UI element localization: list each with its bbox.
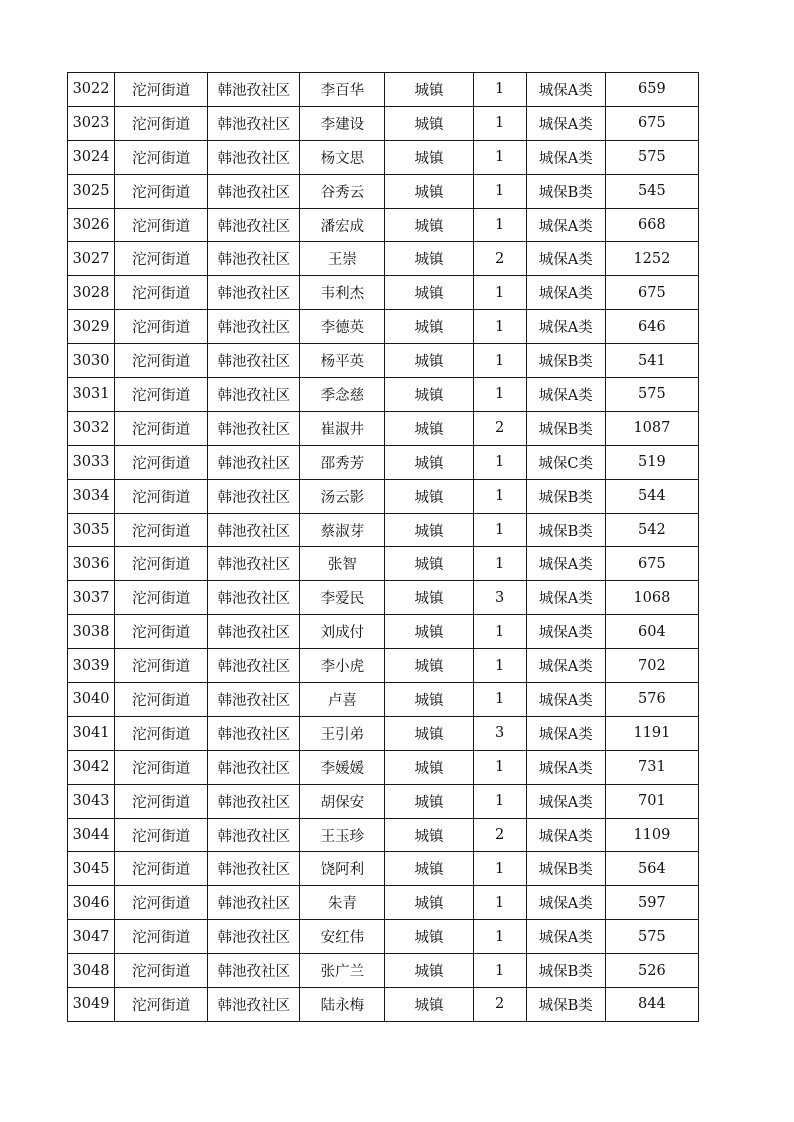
street-cell: 沱河街道 xyxy=(115,716,208,750)
category-cell: 城保A类 xyxy=(526,750,605,784)
amount-cell: 1087 xyxy=(605,411,698,445)
resident-name-cell: 李媛媛 xyxy=(300,750,385,784)
category-cell: 城保A类 xyxy=(526,716,605,750)
amount-cell: 1252 xyxy=(605,242,698,276)
household-count-cell: 2 xyxy=(473,411,526,445)
resident-name-cell: 邵秀芳 xyxy=(300,445,385,479)
roster-sheet xyxy=(67,72,699,1022)
category-cell: 城保B类 xyxy=(526,852,605,886)
row-number-cell: 3030 xyxy=(68,344,115,378)
community-cell: 韩池孜社区 xyxy=(208,750,300,784)
resident-name-cell: 王崇 xyxy=(300,242,385,276)
category-cell: 城保B类 xyxy=(526,513,605,547)
row-number-cell: 3036 xyxy=(68,547,115,581)
resident-name-cell: 刘成付 xyxy=(300,615,385,649)
category-cell: 城保A类 xyxy=(526,208,605,242)
table-row xyxy=(68,310,699,344)
household-count-cell: 2 xyxy=(473,242,526,276)
table-row xyxy=(68,547,699,581)
category-cell: 城保A类 xyxy=(526,310,605,344)
community-cell: 韩池孜社区 xyxy=(208,479,300,513)
household-count-cell: 1 xyxy=(473,886,526,920)
amount-cell: 541 xyxy=(605,344,698,378)
community-cell: 韩池孜社区 xyxy=(208,784,300,818)
area-type-cell: 城镇 xyxy=(385,920,473,954)
household-count-cell: 1 xyxy=(473,784,526,818)
resident-name-cell: 蔡淑芽 xyxy=(300,513,385,547)
category-cell: 城保A类 xyxy=(526,784,605,818)
category-cell: 城保B类 xyxy=(526,344,605,378)
amount-cell: 576 xyxy=(605,683,698,717)
resident-name-cell: 潘宏成 xyxy=(300,208,385,242)
household-count-cell: 1 xyxy=(473,174,526,208)
community-cell: 韩池孜社区 xyxy=(208,954,300,988)
row-number-cell: 3044 xyxy=(68,818,115,852)
category-cell: 城保A类 xyxy=(526,73,605,107)
category-cell: 城保A类 xyxy=(526,818,605,852)
community-cell: 韩池孜社区 xyxy=(208,174,300,208)
resident-name-cell: 杨平英 xyxy=(300,344,385,378)
table-row xyxy=(68,445,699,479)
row-number-cell: 3033 xyxy=(68,445,115,479)
household-count-cell: 1 xyxy=(473,208,526,242)
resident-name-cell: 胡保安 xyxy=(300,784,385,818)
row-number-cell: 3025 xyxy=(68,174,115,208)
amount-cell: 659 xyxy=(605,73,698,107)
category-cell: 城保A类 xyxy=(526,581,605,615)
category-cell: 城保A类 xyxy=(526,615,605,649)
street-cell: 沱河街道 xyxy=(115,445,208,479)
household-count-cell: 1 xyxy=(473,513,526,547)
category-cell: 城保A类 xyxy=(526,920,605,954)
area-type-cell: 城镇 xyxy=(385,649,473,683)
area-type-cell: 城镇 xyxy=(385,852,473,886)
row-number-cell: 3037 xyxy=(68,581,115,615)
row-number-cell: 3045 xyxy=(68,852,115,886)
household-count-cell: 1 xyxy=(473,106,526,140)
row-number-cell: 3022 xyxy=(68,73,115,107)
row-number-cell: 3040 xyxy=(68,683,115,717)
community-cell: 韩池孜社区 xyxy=(208,378,300,412)
community-cell: 韩池孜社区 xyxy=(208,445,300,479)
area-type-cell: 城镇 xyxy=(385,73,473,107)
area-type-cell: 城镇 xyxy=(385,479,473,513)
street-cell: 沱河街道 xyxy=(115,73,208,107)
resident-name-cell: 杨文思 xyxy=(300,140,385,174)
resident-name-cell: 李建设 xyxy=(300,106,385,140)
resident-name-cell: 王引弟 xyxy=(300,716,385,750)
category-cell: 城保B类 xyxy=(526,174,605,208)
household-count-cell: 1 xyxy=(473,378,526,412)
category-cell: 城保A类 xyxy=(526,242,605,276)
table-row xyxy=(68,615,699,649)
amount-cell: 564 xyxy=(605,852,698,886)
street-cell: 沱河街道 xyxy=(115,954,208,988)
table-row xyxy=(68,378,699,412)
amount-cell: 675 xyxy=(605,106,698,140)
resident-name-cell: 汤云影 xyxy=(300,479,385,513)
household-count-cell: 1 xyxy=(473,615,526,649)
table-row xyxy=(68,784,699,818)
area-type-cell: 城镇 xyxy=(385,547,473,581)
row-number-cell: 3035 xyxy=(68,513,115,547)
category-cell: 城保B类 xyxy=(526,988,605,1022)
street-cell: 沱河街道 xyxy=(115,106,208,140)
category-cell: 城保B类 xyxy=(526,411,605,445)
resident-name-cell: 张智 xyxy=(300,547,385,581)
category-cell: 城保B类 xyxy=(526,954,605,988)
row-number-cell: 3043 xyxy=(68,784,115,818)
community-cell: 韩池孜社区 xyxy=(208,73,300,107)
table-row xyxy=(68,954,699,988)
household-count-cell: 1 xyxy=(473,344,526,378)
area-type-cell: 城镇 xyxy=(385,784,473,818)
area-type-cell: 城镇 xyxy=(385,750,473,784)
category-cell: 城保A类 xyxy=(526,276,605,310)
street-cell: 沱河街道 xyxy=(115,479,208,513)
amount-cell: 701 xyxy=(605,784,698,818)
street-cell: 沱河街道 xyxy=(115,886,208,920)
row-number-cell: 3028 xyxy=(68,276,115,310)
street-cell: 沱河街道 xyxy=(115,852,208,886)
resident-name-cell: 季念慈 xyxy=(300,378,385,412)
table-row xyxy=(68,479,699,513)
community-cell: 韩池孜社区 xyxy=(208,615,300,649)
area-type-cell: 城镇 xyxy=(385,276,473,310)
resident-name-cell: 李百华 xyxy=(300,73,385,107)
row-number-cell: 3041 xyxy=(68,716,115,750)
table-row xyxy=(68,242,699,276)
resident-name-cell: 朱青 xyxy=(300,886,385,920)
amount-cell: 1109 xyxy=(605,818,698,852)
community-cell: 韩池孜社区 xyxy=(208,886,300,920)
street-cell: 沱河街道 xyxy=(115,581,208,615)
resident-name-cell: 李小虎 xyxy=(300,649,385,683)
household-count-cell: 3 xyxy=(473,581,526,615)
row-number-cell: 3049 xyxy=(68,988,115,1022)
community-cell: 韩池孜社区 xyxy=(208,242,300,276)
amount-cell: 675 xyxy=(605,276,698,310)
amount-cell: 668 xyxy=(605,208,698,242)
area-type-cell: 城镇 xyxy=(385,106,473,140)
street-cell: 沱河街道 xyxy=(115,140,208,174)
area-type-cell: 城镇 xyxy=(385,988,473,1022)
area-type-cell: 城镇 xyxy=(385,818,473,852)
table-row xyxy=(68,581,699,615)
amount-cell: 675 xyxy=(605,547,698,581)
row-number-cell: 3032 xyxy=(68,411,115,445)
amount-cell: 597 xyxy=(605,886,698,920)
category-cell: 城保C类 xyxy=(526,445,605,479)
amount-cell: 844 xyxy=(605,988,698,1022)
amount-cell: 519 xyxy=(605,445,698,479)
community-cell: 韩池孜社区 xyxy=(208,852,300,886)
community-cell: 韩池孜社区 xyxy=(208,818,300,852)
household-count-cell: 1 xyxy=(473,445,526,479)
roster-table xyxy=(67,72,699,1022)
resident-name-cell: 陆永梅 xyxy=(300,988,385,1022)
table-row xyxy=(68,174,699,208)
amount-cell: 1191 xyxy=(605,716,698,750)
row-number-cell: 3038 xyxy=(68,615,115,649)
street-cell: 沱河街道 xyxy=(115,818,208,852)
row-number-cell: 3026 xyxy=(68,208,115,242)
street-cell: 沱河街道 xyxy=(115,411,208,445)
area-type-cell: 城镇 xyxy=(385,411,473,445)
table-row xyxy=(68,411,699,445)
table-row xyxy=(68,276,699,310)
row-number-cell: 3048 xyxy=(68,954,115,988)
area-type-cell: 城镇 xyxy=(385,513,473,547)
category-cell: 城保A类 xyxy=(526,106,605,140)
row-number-cell: 3024 xyxy=(68,140,115,174)
category-cell: 城保A类 xyxy=(526,886,605,920)
table-row xyxy=(68,716,699,750)
community-cell: 韩池孜社区 xyxy=(208,649,300,683)
street-cell: 沱河街道 xyxy=(115,683,208,717)
community-cell: 韩池孜社区 xyxy=(208,106,300,140)
area-type-cell: 城镇 xyxy=(385,344,473,378)
table-row xyxy=(68,852,699,886)
street-cell: 沱河街道 xyxy=(115,784,208,818)
community-cell: 韩池孜社区 xyxy=(208,513,300,547)
street-cell: 沱河街道 xyxy=(115,208,208,242)
table-row xyxy=(68,649,699,683)
street-cell: 沱河街道 xyxy=(115,344,208,378)
community-cell: 韩池孜社区 xyxy=(208,716,300,750)
area-type-cell: 城镇 xyxy=(385,683,473,717)
area-type-cell: 城镇 xyxy=(385,954,473,988)
area-type-cell: 城镇 xyxy=(385,140,473,174)
community-cell: 韩池孜社区 xyxy=(208,683,300,717)
category-cell: 城保A类 xyxy=(526,649,605,683)
street-cell: 沱河街道 xyxy=(115,649,208,683)
household-count-cell: 3 xyxy=(473,716,526,750)
street-cell: 沱河街道 xyxy=(115,547,208,581)
area-type-cell: 城镇 xyxy=(385,174,473,208)
resident-name-cell: 崔淑井 xyxy=(300,411,385,445)
row-number-cell: 3039 xyxy=(68,649,115,683)
community-cell: 韩池孜社区 xyxy=(208,581,300,615)
street-cell: 沱河街道 xyxy=(115,615,208,649)
table-row xyxy=(68,750,699,784)
amount-cell: 702 xyxy=(605,649,698,683)
household-count-cell: 1 xyxy=(473,852,526,886)
household-count-cell: 2 xyxy=(473,818,526,852)
resident-name-cell: 李爱民 xyxy=(300,581,385,615)
community-cell: 韩池孜社区 xyxy=(208,310,300,344)
area-type-cell: 城镇 xyxy=(385,615,473,649)
amount-cell: 545 xyxy=(605,174,698,208)
area-type-cell: 城镇 xyxy=(385,242,473,276)
category-cell: 城保A类 xyxy=(526,378,605,412)
category-cell: 城保A类 xyxy=(526,547,605,581)
street-cell: 沱河街道 xyxy=(115,310,208,344)
amount-cell: 526 xyxy=(605,954,698,988)
roster-body xyxy=(68,73,699,1022)
table-row xyxy=(68,513,699,547)
household-count-cell: 1 xyxy=(473,276,526,310)
area-type-cell: 城镇 xyxy=(385,208,473,242)
category-cell: 城保A类 xyxy=(526,140,605,174)
row-number-cell: 3023 xyxy=(68,106,115,140)
amount-cell: 575 xyxy=(605,378,698,412)
community-cell: 韩池孜社区 xyxy=(208,547,300,581)
table-row xyxy=(68,73,699,107)
area-type-cell: 城镇 xyxy=(385,445,473,479)
street-cell: 沱河街道 xyxy=(115,242,208,276)
household-count-cell: 1 xyxy=(473,73,526,107)
household-count-cell: 1 xyxy=(473,683,526,717)
community-cell: 韩池孜社区 xyxy=(208,988,300,1022)
resident-name-cell: 卢喜 xyxy=(300,683,385,717)
amount-cell: 575 xyxy=(605,140,698,174)
area-type-cell: 城镇 xyxy=(385,886,473,920)
row-number-cell: 3027 xyxy=(68,242,115,276)
household-count-cell: 1 xyxy=(473,920,526,954)
household-count-cell: 1 xyxy=(473,479,526,513)
resident-name-cell: 王玉珍 xyxy=(300,818,385,852)
household-count-cell: 1 xyxy=(473,547,526,581)
category-cell: 城保B类 xyxy=(526,479,605,513)
amount-cell: 544 xyxy=(605,479,698,513)
community-cell: 韩池孜社区 xyxy=(208,140,300,174)
household-count-cell: 1 xyxy=(473,310,526,344)
area-type-cell: 城镇 xyxy=(385,310,473,344)
household-count-cell: 1 xyxy=(473,750,526,784)
household-count-cell: 1 xyxy=(473,954,526,988)
table-row xyxy=(68,344,699,378)
resident-name-cell: 张广兰 xyxy=(300,954,385,988)
community-cell: 韩池孜社区 xyxy=(208,208,300,242)
amount-cell: 731 xyxy=(605,750,698,784)
table-row xyxy=(68,988,699,1022)
community-cell: 韩池孜社区 xyxy=(208,920,300,954)
household-count-cell: 1 xyxy=(473,140,526,174)
community-cell: 韩池孜社区 xyxy=(208,411,300,445)
household-count-cell: 2 xyxy=(473,988,526,1022)
community-cell: 韩池孜社区 xyxy=(208,276,300,310)
table-row xyxy=(68,106,699,140)
table-row xyxy=(68,683,699,717)
amount-cell: 646 xyxy=(605,310,698,344)
resident-name-cell: 谷秀云 xyxy=(300,174,385,208)
community-cell: 韩池孜社区 xyxy=(208,344,300,378)
table-row xyxy=(68,208,699,242)
row-number-cell: 3034 xyxy=(68,479,115,513)
row-number-cell: 3047 xyxy=(68,920,115,954)
street-cell: 沱河街道 xyxy=(115,174,208,208)
street-cell: 沱河街道 xyxy=(115,750,208,784)
street-cell: 沱河街道 xyxy=(115,513,208,547)
household-count-cell: 1 xyxy=(473,649,526,683)
category-cell: 城保A类 xyxy=(526,683,605,717)
table-row xyxy=(68,140,699,174)
amount-cell: 1068 xyxy=(605,581,698,615)
row-number-cell: 3046 xyxy=(68,886,115,920)
row-number-cell: 3042 xyxy=(68,750,115,784)
resident-name-cell: 韦利杰 xyxy=(300,276,385,310)
street-cell: 沱河街道 xyxy=(115,920,208,954)
table-row xyxy=(68,920,699,954)
street-cell: 沱河街道 xyxy=(115,988,208,1022)
amount-cell: 542 xyxy=(605,513,698,547)
table-row xyxy=(68,886,699,920)
street-cell: 沱河街道 xyxy=(115,276,208,310)
area-type-cell: 城镇 xyxy=(385,378,473,412)
resident-name-cell: 李德英 xyxy=(300,310,385,344)
street-cell: 沱河街道 xyxy=(115,378,208,412)
resident-name-cell: 安红伟 xyxy=(300,920,385,954)
area-type-cell: 城镇 xyxy=(385,716,473,750)
resident-name-cell: 饶阿利 xyxy=(300,852,385,886)
amount-cell: 604 xyxy=(605,615,698,649)
area-type-cell: 城镇 xyxy=(385,581,473,615)
amount-cell: 575 xyxy=(605,920,698,954)
table-row xyxy=(68,818,699,852)
row-number-cell: 3029 xyxy=(68,310,115,344)
row-number-cell: 3031 xyxy=(68,378,115,412)
